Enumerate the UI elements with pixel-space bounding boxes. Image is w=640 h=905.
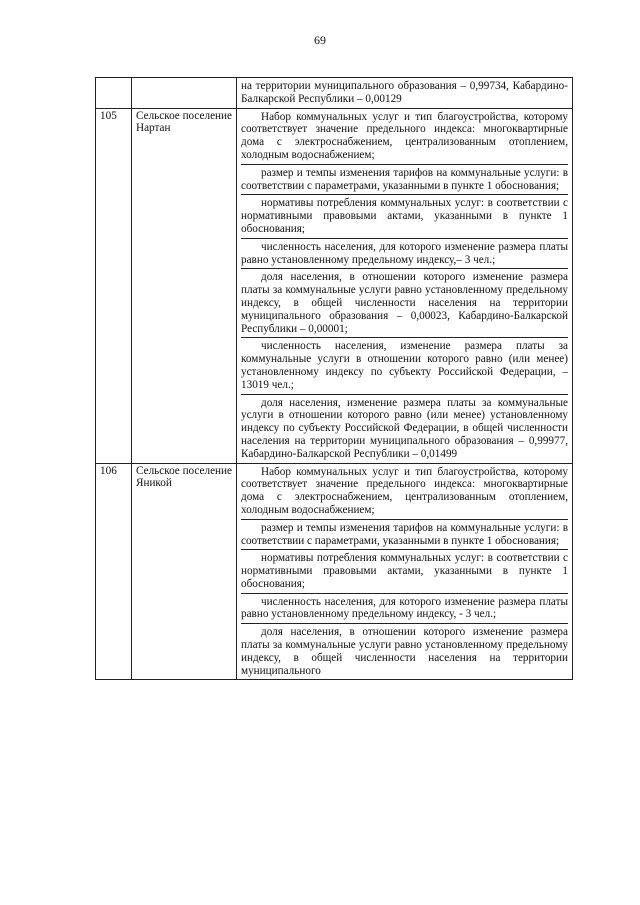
settlement-name: Сельское поселение Яникой bbox=[132, 463, 237, 680]
row-number: 105 bbox=[96, 108, 132, 463]
paragraph-text: численность населения, для которого изменение размера платы равно установленному предельному индексу, - 3 чел.; bbox=[241, 595, 568, 621]
paragraph bbox=[241, 594, 568, 625]
paragraph bbox=[241, 464, 568, 520]
description-cell bbox=[237, 108, 573, 463]
table-row bbox=[96, 463, 573, 680]
paragraph-text: на территории муниципального образования – 0,99734, Кабардино-Балкарской Республики – 0,00129 bbox=[241, 80, 568, 105]
table-row bbox=[96, 108, 573, 463]
municipal-index-table bbox=[95, 77, 573, 680]
settlement-name-cell bbox=[132, 78, 237, 109]
settlement-name: Сельское поселение Нартан bbox=[132, 108, 237, 463]
description-cell bbox=[237, 463, 573, 680]
paragraph-text: нормативы потребления коммунальных услуг: в соответствии с нормативными правовыми актами, указанными в пункте 1 обоснования; bbox=[241, 197, 568, 235]
paragraph bbox=[241, 269, 568, 338]
paragraph-text: Набор коммунальных услуг и тип благоустройства, которому соответствует значение предельного индекса: многоквартирные дома с электроснабжением, централизованным отоплением, холодным водоснабжением; bbox=[241, 110, 568, 161]
paragraph-text: численность населения, для которого изменение размера платы равно установленному предельному индексу,– 3 чел.; bbox=[241, 240, 568, 266]
table-row bbox=[96, 78, 573, 109]
row-number: 106 bbox=[96, 463, 132, 680]
row-number-cell bbox=[96, 78, 132, 109]
description-cell bbox=[237, 78, 573, 109]
continuation-paragraph bbox=[241, 78, 568, 108]
paragraph bbox=[241, 239, 568, 270]
paragraph-text: доля населения, в отношении которого изменение размера платы за коммунальные услуги равно установленному предельному индексу, в общей численности населения на территории муниципального образования – 0,00023, Кабардино-Балкарской Республики – 0,00001; bbox=[241, 271, 568, 335]
paragraph-text: нормативы потребления коммунальных услуг: в соответствии с нормативными правовыми актами, указанными в пункте 1 обоснования; bbox=[241, 552, 568, 590]
paragraph-text: размер и темпы изменения тарифов на коммунальные услуги: в соответствии с параметрами, указанными в пункте 1 обоснования; bbox=[241, 521, 568, 547]
paragraph bbox=[241, 395, 568, 463]
paragraph-text: Набор коммунальных услуг и тип благоустройства, которому соответствует значение предельного индекса: многоквартирные дома с электроснабжением, централизованным отоплением, холодным водоснабжением; bbox=[241, 465, 568, 516]
paragraph bbox=[241, 109, 568, 165]
paragraph-text: численность населения, изменение размера платы за коммунальные услуги в отношении которого равно (или менее) установленному индексу по субъекту Российской Федерации, – 13019 чел.; bbox=[241, 340, 568, 391]
paragraph bbox=[241, 165, 568, 196]
paragraph-text: доля населения, изменение размера платы за коммунальные услуги в отношении которого равно (или менее) установленному индексу по субъекту Российской Федерации, в общей численности населения на территории муниципального образования – 0,99977, Кабардино-Балкарской Республики – 0,01499 bbox=[241, 396, 568, 460]
paragraph bbox=[241, 520, 568, 551]
paragraph bbox=[241, 624, 568, 679]
paragraph-text: доля населения, в отношении которого изменение размера платы за коммунальные услуги равно установленному предельному индексу, в общей численности населения на территории муниципального bbox=[241, 626, 568, 677]
paragraph bbox=[241, 195, 568, 238]
paragraph bbox=[241, 338, 568, 394]
page-number: 69 bbox=[314, 33, 326, 47]
paragraph-text: размер и темпы изменения тарифов на коммунальные услуги: в соответствии с параметрами, указанными в пункте 1 обоснования; bbox=[241, 166, 568, 192]
paragraph bbox=[241, 550, 568, 593]
